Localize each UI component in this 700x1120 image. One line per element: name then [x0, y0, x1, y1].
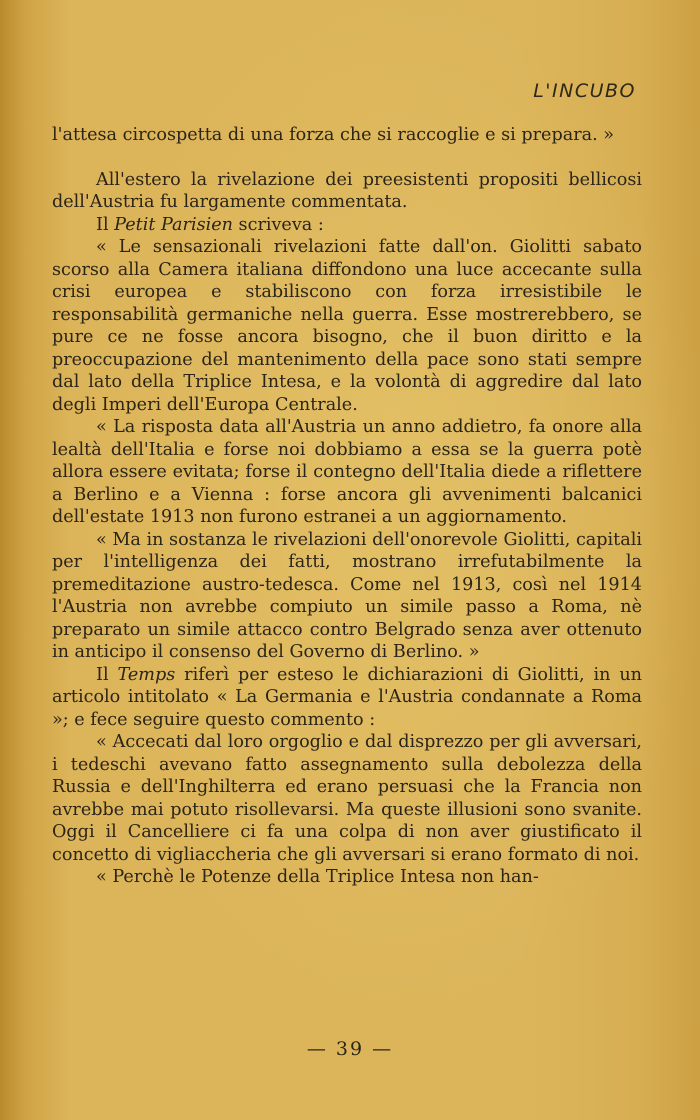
paragraph-austria-revelation: All'estero la rivelazione dei preesistenti propositi bellicosi dell'Austria fu largamente commentata. — [52, 169, 642, 212]
newspaper-title-temps: Temps — [117, 664, 176, 685]
page-number: — 39 — — [306, 1038, 394, 1060]
suffix-text: riferì per esteso le dichiarazioni di Giolitti, in un articolo intitolato « La Germania e l'Austria condannate a Roma »; e fece seguire questo commento : — [52, 664, 642, 730]
paragraph-continuation: l'attesa circospetta di una forza che si raccoglie e si prepara. » — [52, 125, 615, 145]
paragraph-quote-response: « La risposta data all'Austria un anno addietro, fa onore alla lealtà dell'Italia e forse noi dobbiamo a essa se la guerra potè allora essere evitata; forse il contegno dell'Italia diede a riflettere a Berlino e a Vienna : forse ancora gli avvenimenti balcanici dell'estate 1913 non furono estranei a un aggiornamento. — [52, 417, 642, 527]
paragraph-quote-powers: « Perchè le Potenze della Triplice Intesa non han- — [96, 867, 539, 887]
prefix-text: Il — [96, 214, 115, 235]
paragraph-quote-blinded: « Accecati dal loro orgoglio e dal disprezzo per gli avversari, i tedeschi avevano fatto assegnamento sulla debolezza della Russia e dell'Inghilterra ed erano persuasi che la Francia non avrebbe mai potuto risollevarsi. Ma queste illusioni sono svanite. Oggi il Cancelliere ci fa una colpa di non aver giustificato il concetto di vigliaccheria che gli avversari si erano formato di noi. — [52, 732, 642, 865]
running-head: L'INCUBO — [533, 80, 636, 102]
paragraph-petit-parisien-intro — [52, 214, 642, 237]
paragraph-quote-sensational: « Le sensazionali rivelazioni fatte dall'on. Giolitti sabato scorso alla Camera italiana diffondono una luce accecante sulla crisi europea e stabiliscono con forza irresistibile le responsabilità germaniche nella guerra. Esse mostrerebbero, se pure ce ne fosse ancora bisogno, che il buon diritto e la preoccupazione del mantenimento della pace sono stati sempre dal lato della Triplice Intesa, e la volontà di aggredire dal lato degli Imperi dell'Europa Centrale. — [52, 237, 642, 415]
newspaper-title-petit-parisien: Petit Parisien — [114, 214, 233, 235]
paragraph-quote-premeditation: « Ma in sostanza le rivelazioni dell'onorevole Giolitti, capitali per l'intelligenza dei fatti, mostrano irrefutabilmente la premeditazione austro-tedesca. Come nel 1913, così nel 1914 l'Austria non avrebbe compiuto un simile passo a Roma, nè preparato un simile attacco contro Belgrado senza aver ottenuto in anticipo il consenso del Governo di Berlino. » — [52, 529, 642, 662]
body-text — [52, 124, 642, 889]
prefix-text: Il — [96, 664, 118, 685]
paragraph-temps-intro — [52, 664, 642, 732]
suffix-text: scriveva : — [232, 214, 324, 235]
